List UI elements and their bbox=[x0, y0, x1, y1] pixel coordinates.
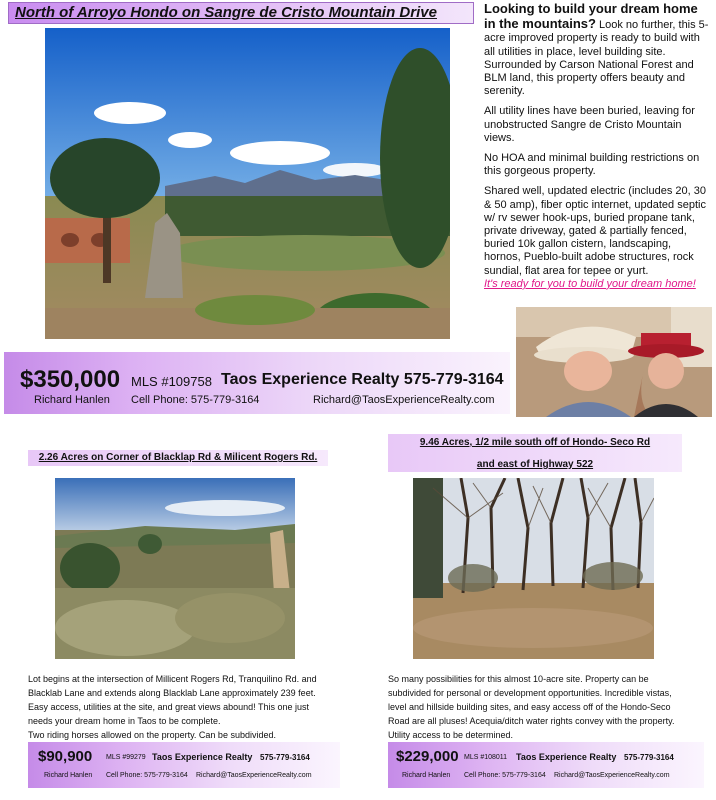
main-paragraph-3: No HOA and minimal building restrictions on this gorgeous property. bbox=[484, 152, 700, 178]
left-description-line: Two riding horses allowed on the property. Can be subdivided. bbox=[28, 730, 276, 740]
left-description-line: needs your dream home in Taos to be complete. bbox=[28, 716, 221, 726]
right-title-line-2: and east of Highway 522 bbox=[476, 459, 594, 470]
right-description-line: subdivided for personal or development opportunities. Incredible vistas, bbox=[388, 688, 672, 698]
right-price-band bbox=[388, 742, 704, 788]
main-lead-heading: Looking to build your dream home in the mountains? bbox=[484, 1, 698, 32]
main-price-band bbox=[4, 352, 510, 414]
left-price: $90,900 bbox=[38, 748, 93, 765]
main-mls-number: MLS #109758 bbox=[131, 374, 212, 389]
right-email[interactable]: Richard@TaosExperienceRealty.com bbox=[554, 772, 670, 779]
main-listing-title-bar bbox=[8, 2, 474, 24]
right-description-line: Utility access to be determined. bbox=[388, 730, 514, 740]
left-description-line: Easy access, utilities at the site, and great views abound! This one just bbox=[28, 702, 309, 712]
right-listing-title bbox=[388, 434, 682, 472]
left-cell-phone: Cell Phone: 575-779-3164 bbox=[106, 772, 188, 779]
right-agency: Taos Experience Realty bbox=[516, 752, 617, 762]
right-description-line: Road are all pluses! Acequia/ditch water rights convey with the property. bbox=[388, 716, 675, 726]
right-agent-name: Richard Hanlen bbox=[402, 772, 451, 779]
left-description-line: Lot begins at the intersection of Millicent Rogers Rd, Tranquilino Rd. and bbox=[28, 674, 317, 684]
main-agency: Taos Experience Realty 575-779-3164 bbox=[221, 371, 504, 388]
main-price: $350,000 bbox=[20, 366, 121, 393]
main-agent-name: Richard Hanlen bbox=[34, 394, 110, 406]
left-mls-number: MLS #99279 bbox=[106, 754, 146, 761]
left-agency: Taos Experience Realty bbox=[152, 752, 253, 762]
left-phone: 575-779-3164 bbox=[260, 753, 310, 762]
main-paragraph-4: Shared well, updated electric (includes 20, 30 & 50 amp), fiber optic internet, updated septic w/ rv sewer hook-ups, buried propane tank, private driveway, gated & partially fenced, buried 10k gallon cistern, landscaping, hornos, Pueblo-built adobe structures, rock sundial, flat area for tepee or yurt. bbox=[484, 185, 706, 277]
main-listing-title: North of Arroyo Hondo on Sangre de Cristo Mountain Drive bbox=[15, 4, 437, 21]
right-price: $229,000 bbox=[396, 748, 459, 765]
agent-photo bbox=[516, 307, 712, 417]
left-price-band bbox=[28, 742, 340, 788]
left-description-line: Blacklab Lane and extends along Blacklab Lane approximately 239 feet. bbox=[28, 688, 316, 698]
left-listing-title: 2.26 Acres on Corner of Blacklap Rd & Milicent Rogers Rd. bbox=[28, 450, 328, 466]
right-title-line-1: 9.46 Acres, 1/2 mile south off of Hondo- Seco Rd bbox=[419, 437, 651, 448]
main-paragraph-2: All utility lines have been buried, leaving for unobstructed Sangre de Cristo Mountain views. bbox=[484, 105, 695, 144]
right-mls-number: MLS #108011 bbox=[464, 754, 508, 761]
right-description-line: level and hillside building sites, and easy access off of the Hondo-Seco bbox=[388, 702, 671, 712]
main-cell-phone: Cell Phone: 575-779-3164 bbox=[131, 394, 260, 406]
left-email[interactable]: Richard@TaosExperienceRealty.com bbox=[196, 772, 312, 779]
right-phone: 575-779-3164 bbox=[624, 753, 674, 762]
left-listing-description bbox=[28, 672, 363, 742]
right-cell-phone: Cell Phone: 575-779-3164 bbox=[464, 772, 546, 779]
right-description-line: So many possibilities for this almost 10-acre site. Property can be bbox=[388, 674, 649, 684]
main-listing-description bbox=[484, 2, 710, 298]
right-listing-description bbox=[388, 672, 714, 742]
main-paragraph-1-text: Look no further, this 5-acre improved property is ready to build with all utilities in place, level building site. Surrounded by Carson National Forest and BLM land, this property offers beauty and serenity. bbox=[484, 19, 709, 98]
main-property-photo bbox=[45, 28, 450, 339]
left-agent-name: Richard Hanlen bbox=[44, 772, 93, 779]
main-paragraph-1 bbox=[484, 2, 710, 98]
left-property-photo bbox=[55, 478, 295, 659]
main-tagline: It's ready for you to build your dream home! bbox=[484, 277, 696, 290]
main-email[interactable]: Richard@TaosExperienceRealty.com bbox=[313, 394, 495, 406]
right-property-photo bbox=[413, 478, 654, 659]
